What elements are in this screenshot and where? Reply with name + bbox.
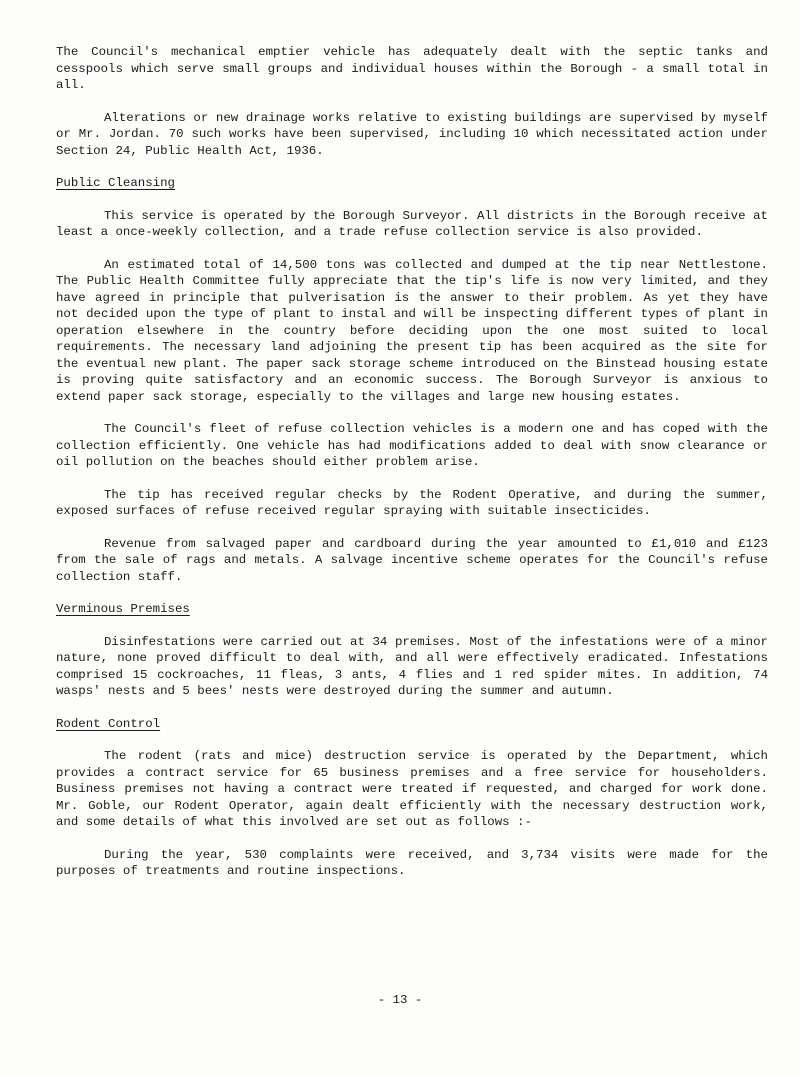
paragraph-tip-tonnage: An estimated total of 14,500 tons was collected and dumped at the tip near Nettlestone. The Public Health Committee fully appreciate that the tip's life is now very limited, and they have agreed in principle that pulverisation is the answer to their problem. As yet they have not decided upon the type of plant to instal and will be inspecting different types of plant in operation elsewhere in the country before deciding upon the one most suited to local requirements. The necessary land adjoining the present tip has been acquired as the site for the eventual new plant. The paper sack storage scheme introduced on the Binstead housing estate is proving quite satisfactory and an economic success. The Borough Surveyor is anxious to extend paper sack storage, especially to the villages and large new housing estates. — [56, 257, 768, 404]
heading-verminous-premises: Verminous Premises — [56, 602, 190, 616]
page-number: - 13 - — [377, 993, 423, 1007]
paragraph-tip-checks: The tip has received regular checks by the Rodent Operative, and during the summer, exposed surfaces of refuse received regular spraying with suitable insecticides. — [56, 487, 768, 518]
paragraph-rodent-service: The rodent (rats and mice) destruction service is operated by the Department, which provides a contract service for 65 business premises and a free service for householders. Business premises not having a contract were treated if requested, and charged for work done. Mr. Goble, our Rodent Operator, again dealt efficiently with the necessary destruction work, and some details of what this involved are set out as follows :- — [56, 749, 768, 829]
paragraph-vehicle-fleet: The Council's fleet of refuse collection vehicles is a modern one and has coped with the collection efficiently. One vehicle has had modifications added to deal with snow clearance or oil pollution on the beaches should either problem arise. — [56, 422, 768, 469]
paragraph-drainage-works: Alterations or new drainage works relative to existing buildings are supervised by myself or Mr. Jordan. 70 such works have been supervised, including 10 which necessitated action under Section 24, Public Health Act, 1936. — [56, 110, 768, 158]
document-page — [56, 44, 768, 880]
heading-public-cleansing: Public Cleansing — [56, 176, 175, 190]
paragraph-complaints-visits: During the year, 530 complaints were received, and 3,734 visits were made for the purposes of treatments and routine inspections. — [56, 847, 768, 878]
paragraph-septic-tanks: The Council's mechanical emptier vehicle has adequately dealt with the septic tanks and cesspools which serve small groups and individual houses within the Borough - a small total in all. — [56, 45, 768, 92]
paragraph-cleansing-service: This service is operated by the Borough Surveyor. All districts in the Borough receive at least a once-weekly collection, and a trade refuse collection service is also provided. — [56, 208, 768, 239]
paragraph-disinfestations: Disinfestations were carried out at 34 premises. Most of the infestations were of a minor nature, none proved difficult to deal with, and all were effectively eradicated. Infestations comprised 15 cockroaches, 11 fleas, 3 ants, 4 flies and 1 red spider mites. In addition, 74 wasps' nests and 5 bees' nests were destroyed during the summer and autumn. — [56, 634, 768, 698]
paragraph-salvage-revenue: Revenue from salvaged paper and cardboard during the year amounted to £1,010 and £123 from the sale of rags and metals. A salvage incentive scheme operates for the Council's refuse collection staff. — [56, 536, 768, 584]
heading-rodent-control: Rodent Control — [56, 716, 161, 731]
